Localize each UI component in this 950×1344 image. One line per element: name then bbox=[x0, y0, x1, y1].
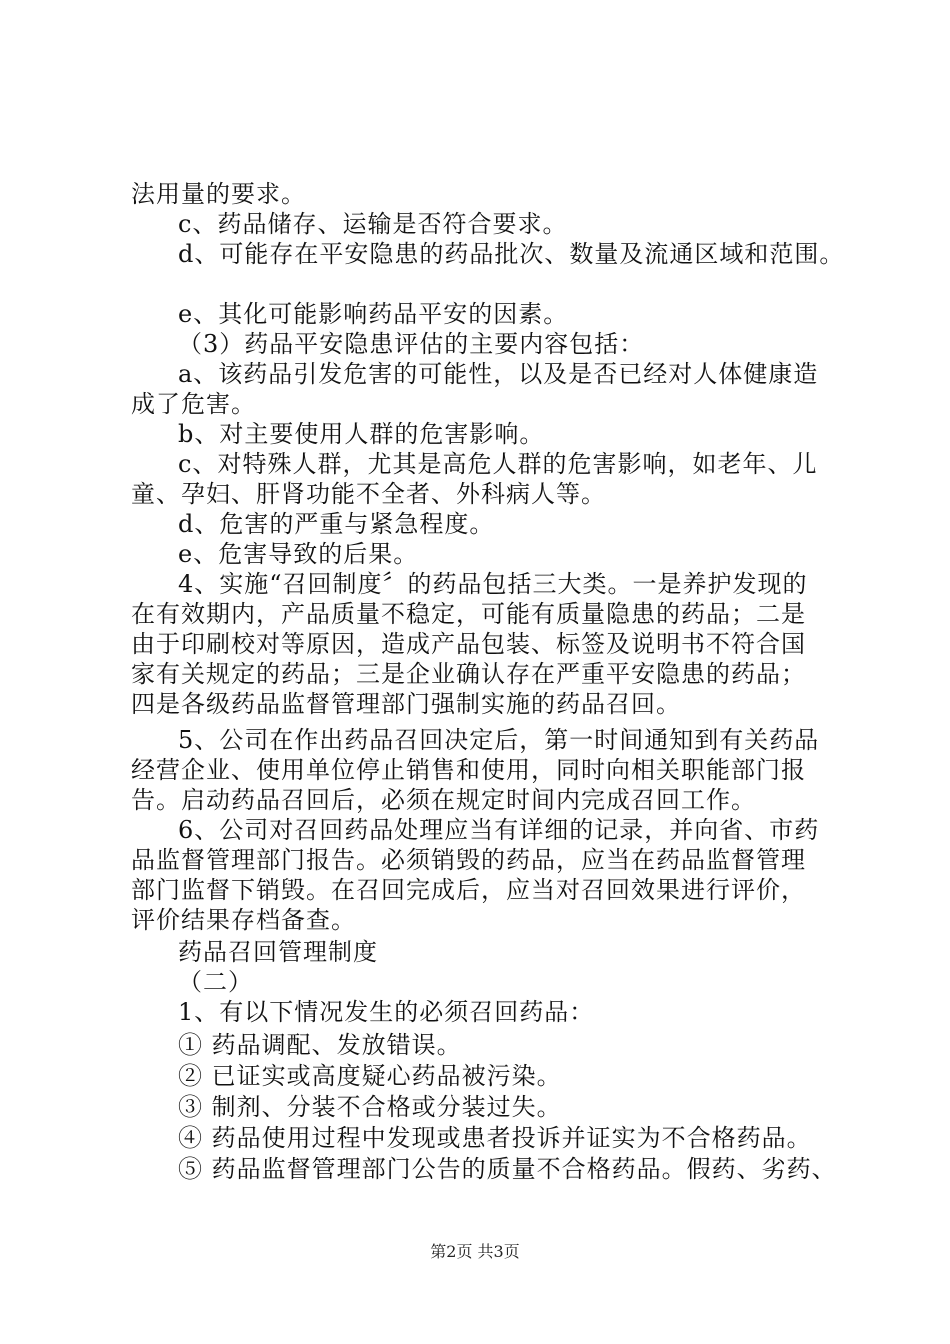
text-line: d、危害的严重与紧急程度。 bbox=[178, 510, 495, 538]
list-item: ① 药品调配、发放错误。 bbox=[178, 1031, 462, 1059]
text-line: 5、公司在作出药品召回决定后，第一时间通知到有关药品 bbox=[178, 726, 820, 754]
text-line: a、该药品引发危害的可能性，以及是否已经对人体健康造 bbox=[178, 360, 819, 388]
text-line: 在有效期内，产品质量不稳定，可能有质量隐患的药品；二是 bbox=[131, 600, 806, 628]
text-line: 1、有以下情况发生的必须召回药品： bbox=[178, 998, 595, 1026]
text-line: 告。启动药品召回后，必须在规定时间内完成召回工作。 bbox=[131, 786, 756, 814]
list-item: ④ 药品使用过程中发现或患者投诉并证实为不合格药品。 bbox=[178, 1124, 812, 1152]
text-line: （3）药品平安隐患评估的主要内容包括： bbox=[178, 330, 645, 358]
text-line: 由于印刷校对等原因，造成产品包装、标签及说明书不符合国 bbox=[131, 630, 806, 658]
page-footer: 第2页 共3页 bbox=[430, 1242, 520, 1261]
text-line: b、对主要使用人群的危害影响。 bbox=[178, 420, 545, 448]
text-line: 家有关规定的药品；三是企业确认存在严重平安隐患的药品； bbox=[131, 660, 806, 688]
text-line: 4、实施“召回制度〞的药品包括三大类。一是养护发现的 bbox=[178, 570, 808, 598]
text-line: 童、孕妇、肝肾功能不全者、外科病人等。 bbox=[131, 480, 606, 508]
text-line: 评价结果存档备查。 bbox=[131, 906, 356, 934]
text-line: 6、公司对召回药品处理应当有详细的记录，并向省、市药 bbox=[178, 816, 820, 844]
text-line: c、药品储存、运输是否符合要求。 bbox=[178, 210, 568, 238]
text-line: 部门监督下销毁。在召回完成后，应当对召回效果进行评价， bbox=[131, 876, 806, 904]
text-line: e、其化可能影响药品平安的因素。 bbox=[178, 300, 569, 328]
text-line: 品监督管理部门报告。必须销毁的药品，应当在药品监督管理 bbox=[131, 846, 806, 874]
text-line: d、可能存在平安隐患的药品批次、数量及流通区域和范围。 bbox=[178, 240, 845, 268]
list-item: ② 已证实或高度疑心药品被污染。 bbox=[178, 1062, 562, 1090]
text-line: e、危害导致的后果。 bbox=[178, 540, 419, 568]
text-line: c、对特殊人群，尤其是高危人群的危害影响，如老年、儿 bbox=[178, 450, 818, 478]
text-line: 成了危害。 bbox=[131, 390, 256, 418]
list-item: ⑤ 药品监督管理部门公告的质量不合格药品。假药、劣药、 bbox=[178, 1155, 837, 1183]
section-subheading: （二） bbox=[178, 968, 253, 996]
text-line: 经营企业、使用单位停止销售和使用，同时向相关职能部门报 bbox=[131, 756, 806, 784]
text-line: 法用量的要求。 bbox=[131, 180, 306, 208]
text-line: 四是各级药品监督管理部门强制实施的药品召回。 bbox=[131, 690, 681, 718]
section-heading: 药品召回管理制度 bbox=[178, 938, 378, 966]
list-item: ③ 制剂、分装不合格或分装过失。 bbox=[178, 1093, 562, 1121]
